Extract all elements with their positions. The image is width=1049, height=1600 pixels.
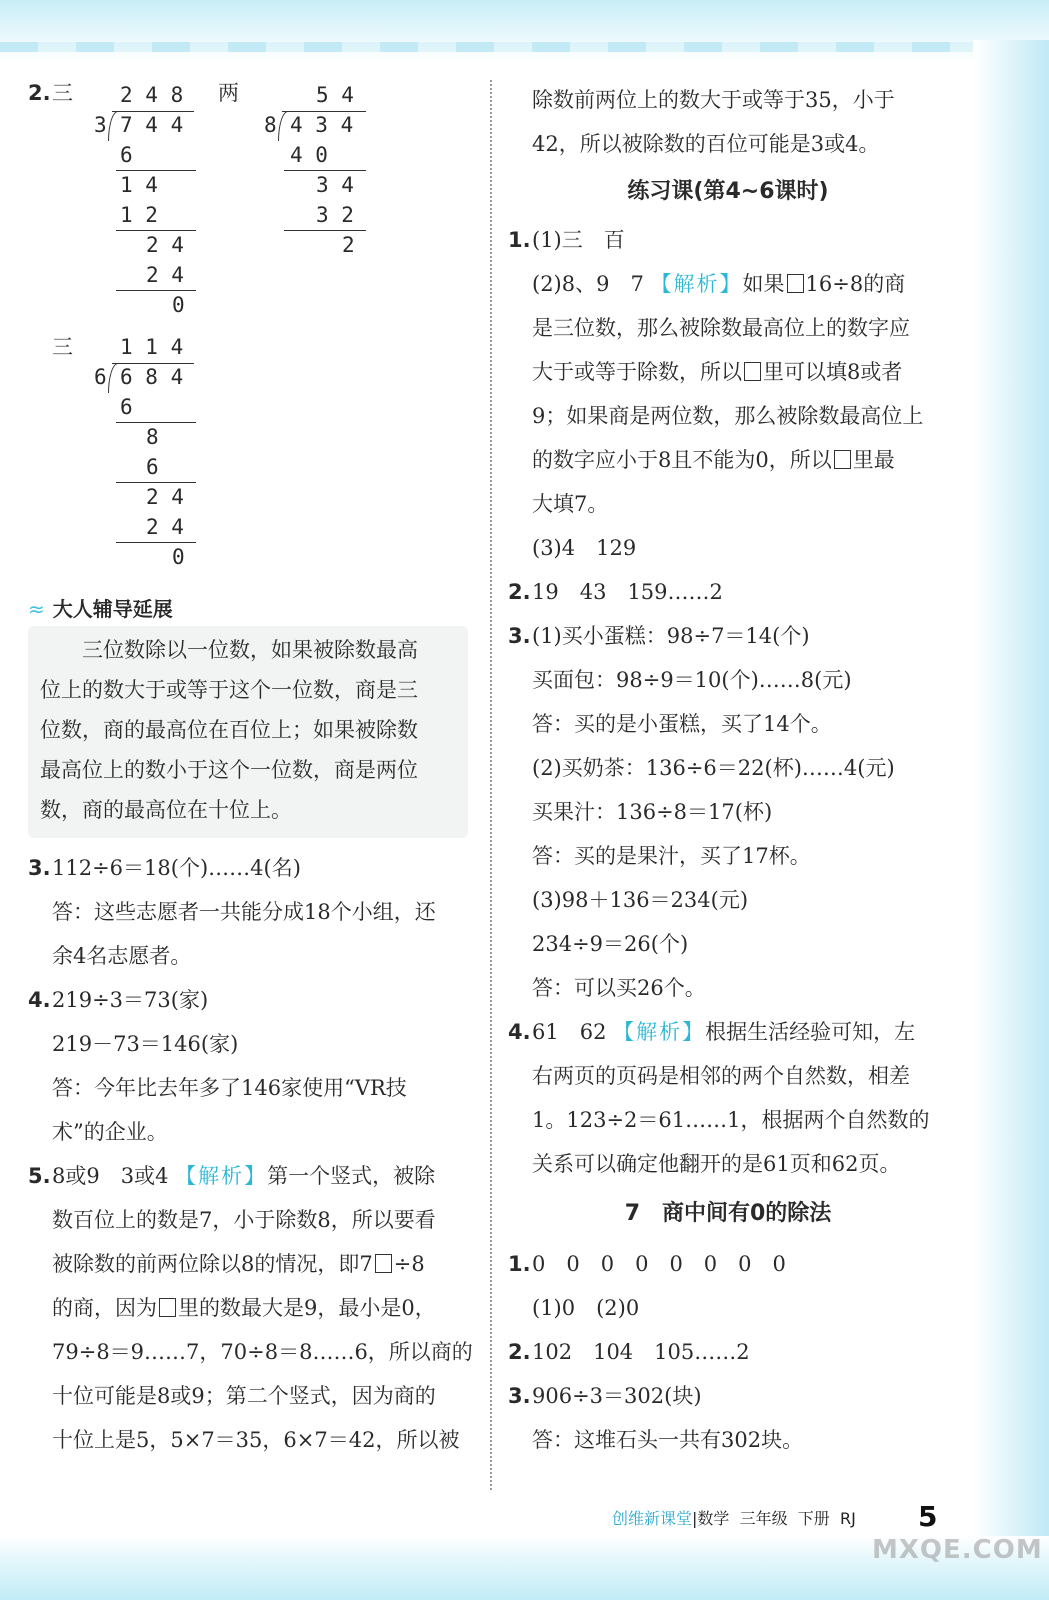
blank-box	[834, 450, 851, 469]
q5-line: 79÷8＝9……7，70÷8＝8……6，所以商的	[52, 1340, 473, 1364]
footer-brand: 创维新课堂	[612, 1509, 693, 1528]
q2-label-b: 两	[218, 81, 239, 105]
q2-label-c: 三	[52, 335, 73, 359]
section-title-practice: 练习课(第4~6课时)	[627, 179, 829, 204]
q5-text: 被除数的前两位除以8的情况，即7	[52, 1252, 373, 1276]
footer	[612, 1506, 856, 1529]
footer-edition: RJ	[839, 1509, 856, 1528]
p3-line: (2)买奶茶：136÷6＝22(杯)……4(元)	[532, 756, 895, 780]
q5-line: 数百位上的数是7，小于除数8，所以要看	[52, 1208, 436, 1232]
q4-number: 4.	[28, 988, 51, 1012]
q5-line: 十位上是5，5×7＝35，6×7＝42，所以被	[52, 1428, 460, 1452]
guide-header	[28, 592, 468, 626]
d1-dividend: 7 4 4	[120, 113, 184, 137]
s1-line	[508, 1242, 948, 1286]
p4-line	[508, 1010, 948, 1054]
q5-text: 里的数最大是9，最小是0，	[178, 1296, 436, 1320]
p1-line	[508, 262, 948, 306]
p1-text: 16÷8的商	[805, 272, 906, 296]
p1-text: 的数字应小于8且不能为0，所以	[532, 448, 832, 472]
q4-text: 219÷3＝73(家)	[52, 988, 209, 1012]
d2-remainder: 2	[342, 233, 355, 257]
p4-number: 4.	[508, 1020, 531, 1044]
blank-box	[744, 362, 761, 381]
p1-text: 大于或等于除数，所以	[532, 360, 742, 384]
footer-subject: 数学	[697, 1509, 730, 1528]
guide-line: 数，商的最高位在十位上。	[40, 798, 292, 822]
column-divider	[490, 80, 492, 1490]
q2-number: 2.	[28, 81, 51, 105]
p1-text: (1)三 百	[532, 228, 625, 252]
p2-line	[508, 570, 948, 614]
q4-line: 219－73＝146(家)	[52, 1032, 239, 1056]
d3-step: 2 4	[146, 485, 184, 509]
p1-line	[508, 218, 948, 262]
guide-line: 位数，商的最高位在百位上；如果被除数	[40, 718, 418, 742]
q4-line: 术”的企业。	[52, 1120, 168, 1144]
p1-line: 大填7。	[532, 492, 609, 516]
s1-text: 0 0 0 0 0 0 0 0	[532, 1252, 786, 1276]
p3-line: 买果汁：136÷8＝17(杯)	[532, 800, 773, 824]
q5-line: 十位可能是8或9；第二个竖式，因为商的	[52, 1384, 436, 1408]
p3-line: 答：买的是小蛋糕，买了14个。	[532, 712, 832, 736]
p2-text: 19 43 159……2	[532, 580, 723, 604]
d2-quotient: 5 4	[316, 83, 354, 107]
q3-line	[28, 846, 468, 890]
s1-line: (1)0 (2)0	[532, 1296, 640, 1320]
top-decor-band	[0, 0, 1049, 62]
d3-step: 6	[120, 395, 133, 419]
s2-number: 2.	[508, 1340, 531, 1364]
s2-text: 102 104 105……2	[532, 1340, 750, 1364]
p4-line: 右两页的页码是相邻的两个自然数，相差	[532, 1064, 910, 1088]
d1-step: 2 4	[146, 233, 184, 257]
q5-text: 的商，因为	[52, 1296, 157, 1320]
p1-text: 里最	[852, 448, 895, 472]
p2-number: 2.	[508, 580, 531, 604]
d1-step: 6	[120, 143, 133, 167]
d2-step: 3 4	[316, 173, 354, 197]
d3-divisor: 6	[94, 365, 107, 389]
q5-text: ÷8	[393, 1252, 425, 1276]
s3-text: 906÷3＝302(块)	[532, 1384, 702, 1408]
q3-text: 112÷6＝18(个)……4(名)	[52, 856, 301, 880]
p3-line	[508, 614, 948, 658]
q5-number: 5.	[28, 1164, 51, 1188]
s2-line	[508, 1330, 948, 1374]
p1-line	[508, 350, 948, 394]
p1-text: (2)8、9 7	[532, 272, 644, 296]
q3-line: 余4名志愿者。	[52, 944, 192, 968]
d3-step: 6	[146, 455, 159, 479]
q5-line	[28, 1242, 468, 1286]
d3-step: 2 4	[146, 515, 184, 539]
p1-line	[508, 438, 948, 482]
q5-text: 第一个竖式，被除	[267, 1164, 436, 1188]
p4-line: 1。123÷2＝61……1，根据两个自然数的	[532, 1108, 930, 1132]
d2-step: 3 2	[316, 203, 354, 227]
q5-answer: 8或9 3或4	[52, 1164, 169, 1188]
q5-line	[28, 1154, 468, 1198]
p4-answer: 61 62	[532, 1020, 607, 1044]
d1-quotient: 2 4 8	[120, 83, 184, 107]
p3-number: 3.	[508, 624, 531, 648]
d1-step: 1 2	[120, 203, 158, 227]
right-decor-band	[973, 40, 1049, 1560]
footer-term: 下册	[797, 1509, 830, 1528]
p3-line: 买面包：98÷9＝10(个)……8(元)	[532, 668, 852, 692]
guide-line: 最高位上的数小于这个一位数，商是两位	[40, 758, 418, 782]
d2-divisor: 8	[264, 113, 277, 137]
q5-line	[28, 1286, 468, 1330]
d1-step: 1 4	[120, 173, 158, 197]
section-title-zero-quotient: 7 商中间有0的除法	[624, 1201, 832, 1226]
d1-remainder: 0	[172, 293, 185, 317]
analysis-tag: 【解析】	[650, 272, 743, 296]
d3-dividend: 6 8 4	[120, 365, 184, 389]
s3-line	[508, 1374, 948, 1418]
blank-box	[159, 1298, 176, 1317]
d3-quotient: 1 1 4	[120, 335, 184, 359]
analysis-tag: 【解析】	[613, 1020, 706, 1044]
p1-line: 是三位数，那么被除数最高位上的数字应	[532, 316, 910, 340]
s1-number: 1.	[508, 1252, 531, 1276]
q2-long-division-3	[28, 328, 468, 580]
d2-dividend: 4 3 4	[290, 113, 354, 137]
guide-line: 三位数除以一位数，如果被除数最高	[82, 638, 418, 662]
p3-line: 234÷9＝26(个)	[532, 932, 689, 956]
blank-box	[375, 1254, 392, 1273]
left-column	[28, 78, 468, 580]
left-lower	[28, 846, 473, 1462]
p1-text: 如果	[742, 272, 785, 296]
s3-line: 答：这堆石头一共有302块。	[532, 1428, 804, 1452]
d3-step: 8	[146, 425, 159, 449]
analysis-tag: 【解析】	[175, 1164, 268, 1188]
guide-section	[28, 592, 468, 838]
p3-line: 答：可以买26个。	[532, 976, 706, 1000]
q4-line	[28, 978, 468, 1022]
page-number: 5	[918, 1500, 938, 1533]
q3-line: 答：这些志愿者一共能分成18个小组，还	[52, 900, 436, 924]
p1-line: 9；如果商是两位数，那么被除数最高位上	[532, 404, 924, 428]
d2-step: 4 0	[290, 143, 328, 167]
p4-line: 关系可以确定他翻开的是61页和62页。	[532, 1152, 901, 1176]
footer-grade: 三年级	[739, 1509, 788, 1528]
q3-number: 3.	[28, 856, 51, 880]
guide-title: 大人辅导延展	[52, 597, 173, 621]
watermark: MXQE.COM	[872, 1535, 1043, 1565]
p3-line: (3)98＋136＝234(元)	[532, 888, 749, 912]
d1-divisor: 3	[94, 113, 107, 137]
wave-icon: ≈	[28, 597, 45, 621]
q2-label-a: 三	[52, 81, 73, 105]
q2-long-divisions	[28, 78, 468, 328]
p1-number: 1.	[508, 228, 531, 252]
footer-sep: |	[692, 1509, 698, 1528]
q4-line: 答：今年比去年多了146家使用“VR技	[52, 1076, 407, 1100]
p4-text: 根据生活经验可知，左	[705, 1020, 916, 1044]
p1-text: 里可以填8或者	[763, 360, 903, 384]
blank-box	[787, 274, 804, 293]
continuation-line: 42，所以被除数的百位可能是3或4。	[532, 132, 880, 156]
d1-step: 2 4	[146, 263, 184, 287]
p3-line: 答：买的是果汁，买了17杯。	[532, 844, 811, 868]
p3-text: (1)买小蛋糕：98÷7＝14(个)	[532, 624, 810, 648]
s3-number: 3.	[508, 1384, 531, 1408]
p1-line: (3)4 129	[532, 536, 637, 560]
continuation-line: 除数前两位上的数大于或等于35，小于	[532, 88, 895, 112]
guide-box	[28, 626, 468, 838]
right-column	[508, 78, 948, 1462]
guide-line: 位上的数大于或等于这个一位数，商是三	[40, 678, 418, 702]
d3-remainder: 0	[172, 545, 185, 569]
